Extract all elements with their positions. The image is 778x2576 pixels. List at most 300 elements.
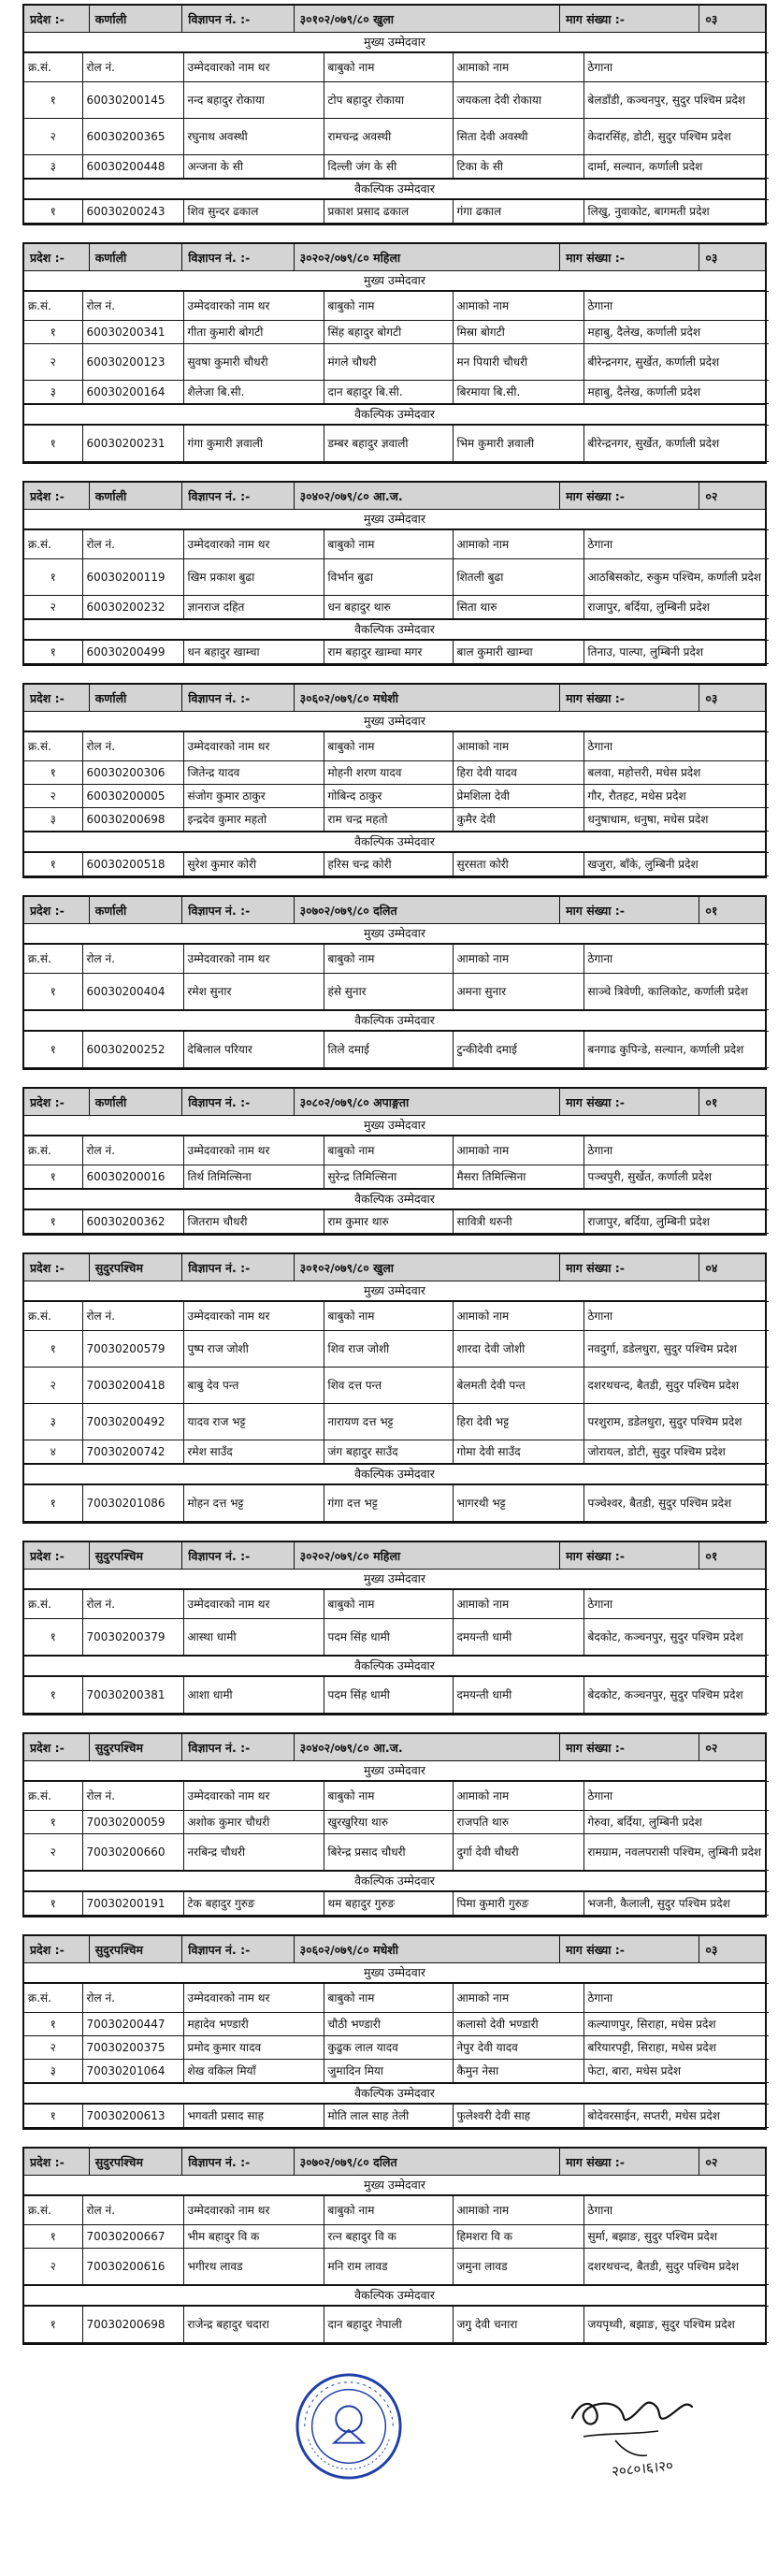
province-label: प्रदेश :- (24, 1542, 90, 1569)
table-row (24, 1619, 769, 1656)
cell-sn: १ (24, 761, 82, 785)
demand-label: माग संख्या :- (560, 1734, 699, 1760)
cell-father: विर्भान बुढा (324, 559, 453, 596)
cell-mother: बाल कुमारी खाम्चा (453, 641, 584, 664)
alternate-candidates-table (24, 1209, 769, 1234)
table-row (24, 1032, 769, 1068)
province-label: प्रदेश :- (24, 244, 90, 270)
cell-mother: टिका के सी (453, 155, 584, 179)
cell-mother: मन पियारी चौधरी (453, 344, 584, 381)
demand-label: माग संख्या :- (560, 2149, 699, 2175)
column-header: आमाको नाम (453, 1136, 584, 1165)
alternate-candidates-table (24, 1891, 769, 1916)
merit-block (22, 242, 767, 464)
column-header: बाबुको नाम (324, 530, 453, 559)
cell-father: प्रकाश प्रसाद ढकाल (324, 200, 453, 224)
footer (22, 2362, 767, 2521)
block-header (24, 244, 765, 271)
table-row (24, 1834, 769, 1871)
cell-address: जयपृथ्वी, बझाङ, सुदुर पश्चिम प्रदेश (584, 2307, 769, 2343)
cell-name: अन्जना के सी (183, 155, 324, 179)
cell-roll: 70030200418 (82, 1368, 183, 1404)
cell-father: मोति लाल साह तेली (324, 2105, 453, 2128)
demand-count: ०३ (705, 690, 718, 705)
cell-mother: दमयन्ती धामी (453, 1677, 584, 1714)
column-header: ठेगाना (584, 2196, 769, 2225)
column-header: रोल नं. (82, 1590, 183, 1619)
advert-label: विज्ञापन नं. :- (182, 1936, 294, 1962)
main-candidates-title: मुख्य उम्मेदवार (24, 2176, 765, 2195)
cell-father: बिरेन्द्र प्रसाद चौधरी (324, 1834, 453, 1871)
column-header: रोल नं. (82, 1302, 183, 1331)
table-row (24, 82, 769, 119)
table-row (24, 2249, 769, 2285)
column-header: बाबुको नाम (324, 1590, 453, 1619)
cell-roll: 70030201064 (82, 2060, 183, 2083)
block-header (24, 1936, 765, 1963)
cell-name: भगीरथ लावड (183, 2249, 324, 2285)
alternate-candidates-table (24, 199, 769, 224)
cell-name: महादेव भण्डारी (183, 2013, 324, 2036)
office-seal (294, 2371, 404, 2482)
column-header: बाबुको नाम (324, 945, 453, 974)
column-header: बाबुको नाम (324, 53, 453, 82)
cell-father: मंगले चौधरी (324, 344, 453, 381)
table-row (24, 155, 769, 179)
alternate-candidates-table (24, 2306, 769, 2343)
column-header: उम्मेदवारको नाम थर (183, 1782, 324, 1811)
cell-name: अशोक कुमार चौधरी (183, 1811, 324, 1834)
cell-roll: 60030200231 (82, 426, 183, 462)
block-header (24, 6, 765, 33)
cell-father: शिव दत्त पन्त (324, 1368, 453, 1404)
table-header-row (24, 530, 769, 559)
alternate-candidates-title: वैकल्पिक उम्मेदवार (24, 1010, 765, 1031)
block-header (24, 1089, 765, 1116)
cell-roll: 70030200616 (82, 2249, 183, 2285)
block-header (24, 897, 765, 924)
cell-name: जितेन्द्र यादव (183, 761, 324, 785)
column-header: उम्मेदवारको नाम थर (183, 53, 324, 82)
province-name: कर्णाली (90, 1089, 183, 1115)
cell-roll: 60030200518 (82, 853, 183, 876)
column-header: रोल नं. (82, 1782, 183, 1811)
cell-address: परशुराम, डडेलधुरा, सुदुर पश्चिम प्रदेश (584, 1404, 769, 1440)
cell-address: पञ्चेश्वर, बैतडी, सुदुर पश्चिम प्रदेश (584, 1485, 769, 1522)
cell-sn: २ (24, 344, 82, 381)
cell-roll: 60030200499 (82, 641, 183, 664)
cell-father: राम बहादुर खाम्चा मगर (324, 641, 453, 664)
cell-father: दिल्ली जंग के सी (324, 155, 453, 179)
advert-label: विज्ञापन नं. :- (182, 1734, 294, 1760)
cell-address: पञ्चपुरी, सुर्खेत, कर्णाली प्रदेश (584, 1165, 769, 1189)
column-header: उम्मेदवारको नाम थर (183, 2196, 324, 2225)
alternate-candidates-table (24, 1484, 769, 1522)
column-header: बाबुको नाम (324, 292, 453, 321)
cell-name: धन बहादुर खाम्चा (183, 641, 324, 664)
cell-address: दार्मा, सल्यान, कर्णाली प्रदेश (584, 155, 769, 179)
cell-name: गीता कुमारी बोगटी (183, 321, 324, 344)
cell-address: नवदुर्गा, डडेलधुरा, सुदुर पश्चिम प्रदेश (584, 1331, 769, 1368)
cell-father: शिव राज जोशी (324, 1331, 453, 1368)
cell-mother: प्रेमशिला देवी (453, 785, 584, 808)
merit-block (22, 1252, 767, 1524)
cell-father: सिंह बहादुर बोगटी (324, 321, 453, 344)
cell-address: राजापुर, बर्दिया, लुम्बिनी प्रदेश (584, 596, 769, 619)
cell-roll: 70030200059 (82, 1811, 183, 1834)
demand-count: ०३ (705, 1942, 718, 1957)
cell-name: शेख वकिल मियाँ (183, 2060, 324, 2083)
cell-roll: 60030200164 (82, 381, 183, 404)
province-label: प्रदेश :- (24, 897, 90, 923)
advert-number: ३०६०२/०७९/८० मधेशी (295, 1936, 560, 1962)
advert-number: ३०६०२/०७९/८० मधेशी (295, 685, 560, 711)
table-row (24, 1331, 769, 1368)
table-row (24, 1404, 769, 1440)
table-row (24, 808, 769, 832)
cell-name: सुरेश कुमार कोरी (183, 853, 324, 876)
column-header: रोल नं. (82, 1136, 183, 1165)
cell-father: गंगा दत्त भट्ट (324, 1485, 453, 1522)
column-header: ठेगाना (584, 1302, 769, 1331)
column-header: आमाको नाम (453, 53, 584, 82)
cell-father: जुमादिन मिया (324, 2060, 453, 2083)
alternate-candidates-title: वैकल्पिक उम्मेदवार (24, 832, 765, 852)
demand-label: माग संख्या :- (560, 6, 699, 32)
cell-name: नरबिन्द्र चौधरी (183, 1834, 324, 1871)
main-candidates-table (24, 1983, 769, 2083)
cell-sn: २ (24, 596, 82, 619)
cell-mother: बिरमाया बि.सी. (453, 381, 584, 404)
cell-sn: १ (24, 559, 82, 596)
advert-number: ३०७०२/०७९/८० दलित (295, 897, 560, 923)
column-header: रोल नं. (82, 732, 183, 761)
cell-address: आठबिसकोट, रुकुम पश्चिम, कर्णाली प्रदेश (584, 559, 769, 596)
province-name: कर्णाली (90, 483, 183, 509)
cell-sn: १ (24, 2013, 82, 2036)
cell-father: रामचन्द्र अवस्थी (324, 119, 453, 155)
column-header: क्र.सं. (24, 945, 82, 974)
cell-name: भगवती प्रसाद साह (183, 2105, 324, 2128)
advert-number: ३०७०२/०७९/८० दलित (295, 2149, 560, 2175)
main-candidates-title: मुख्य उम्मेदवार (24, 1281, 765, 1301)
cell-mother: जयकला देवी रोकाया (453, 82, 584, 119)
merit-block (22, 2147, 767, 2345)
advert-number: ३०८०२/०७९/८० अपाङ्गता (295, 1089, 560, 1115)
table-header-row (24, 53, 769, 82)
column-header: क्र.सं. (24, 530, 82, 559)
cell-roll: 60030200243 (82, 200, 183, 224)
cell-mother: टुन्कीदेवी दमाई (453, 1032, 584, 1068)
province-label: प्रदेश :- (24, 483, 90, 509)
cell-address: सुर्मा, बझाङ, सुदुर पश्चिम प्रदेश (584, 2225, 769, 2249)
province-label: प्रदेश :- (24, 6, 90, 32)
cell-roll: 70030200742 (82, 1440, 183, 1464)
cell-address: लिखु, नुवाकोट, बागमती प्रदेश (584, 200, 769, 224)
cell-address: कल्याणपुर, सिराहा, मधेस प्रदेश (584, 2013, 769, 2036)
column-header: ठेगाना (584, 53, 769, 82)
cell-mother: भागरथी भट्ट (453, 1485, 584, 1522)
cell-sn: १ (24, 2307, 82, 2343)
column-header: आमाको नाम (453, 1984, 584, 2013)
demand-count: ०३ (705, 11, 718, 26)
cell-sn: २ (24, 2036, 82, 2060)
cell-father: जंग बहादुर साउँद (324, 1440, 453, 1464)
cell-sn: २ (24, 2249, 82, 2285)
cell-sn: १ (24, 321, 82, 344)
cell-address: जोरायल, डोटी, सुदुर पश्चिम प्रदेश (584, 1440, 769, 1464)
table-header-row (24, 1782, 769, 1811)
cell-address: राजापुर, बर्दिया, लुम्बिनी प्रदेश (584, 1210, 769, 1234)
table-row (24, 344, 769, 381)
main-candidates-table (24, 1301, 769, 1464)
cell-father: राम चन्द्र महतो (324, 808, 453, 832)
cell-father: हंसे सुनार (324, 974, 453, 1010)
main-candidates-title: मुख्य उम्मेदवार (24, 1761, 765, 1781)
cell-address: दशरथचन्द, बैतडी, सुदुर पश्चिम प्रदेश (584, 1368, 769, 1404)
cell-sn: ३ (24, 808, 82, 832)
column-header: बाबुको नाम (324, 1136, 453, 1165)
table-header-row (24, 1590, 769, 1619)
demand-count: ०२ (705, 488, 718, 503)
cell-roll: 60030200306 (82, 761, 183, 785)
cell-mother: कैमुन नेसा (453, 2060, 584, 2083)
demand-count: ०२ (705, 2154, 718, 2169)
cell-address: बलवा, महोत्तरी, मधेस प्रदेश (584, 761, 769, 785)
cell-roll: 60030200232 (82, 596, 183, 619)
main-candidates-title: मुख्य उम्मेदवार (24, 924, 765, 944)
province-label: प्रदेश :- (24, 1936, 90, 1962)
main-candidates-table (24, 1781, 769, 1871)
column-header: रोल नं. (82, 945, 183, 974)
alternate-candidates-title: वैकल्पिक उम्मेदवार (24, 2083, 765, 2104)
column-header: क्र.सं. (24, 1136, 82, 1165)
cell-name: भीम बहादुर वि क (183, 2225, 324, 2249)
cell-name: सुवषा कुमारी चौधरी (183, 344, 324, 381)
column-header: उम्मेदवारको नाम थर (183, 1136, 324, 1165)
cell-mother: बेलमती देवी पन्त (453, 1368, 584, 1404)
alternate-candidates-title: वैकल्पिक उम्मेदवार (24, 1871, 765, 1891)
cell-mother: सुरसता कोरी (453, 853, 584, 876)
cell-mother: राजपति थारु (453, 1811, 584, 1834)
demand-count: ०४ (705, 1260, 718, 1275)
demand-count: ०३ (705, 250, 718, 265)
cell-roll: 70030200492 (82, 1404, 183, 1440)
column-header: उम्मेदवारको नाम थर (183, 1984, 324, 2013)
cell-father: थम बहादुर गुरुङ (324, 1892, 453, 1916)
demand-label: माग संख्या :- (560, 685, 699, 711)
table-row (24, 641, 769, 664)
column-header: आमाको नाम (453, 292, 584, 321)
cell-address: बेदकोट, कञ्चनपुर, सुदुर पश्चिम प्रदेश (584, 1619, 769, 1656)
cell-mother: सावित्री थरुनी (453, 1210, 584, 1234)
cell-father: धन बहादुर थारु (324, 596, 453, 619)
cell-name: राजेन्द्र बहादुर चदारा (183, 2307, 324, 2343)
cell-father: खुरखुरिया थारु (324, 1811, 453, 1834)
cell-name: ज्ञानराज दहित (183, 596, 324, 619)
cell-roll: 70030200379 (82, 1619, 183, 1656)
column-header: ठेगाना (584, 1136, 769, 1165)
cell-roll: 60030200341 (82, 321, 183, 344)
alternate-candidates-title: वैकल्पिक उम्मेदवार (24, 179, 765, 199)
cell-sn: १ (24, 1331, 82, 1368)
cell-address: रामग्राम, नवलपरासी पश्चिम, लुम्बिनी प्रदेश (584, 1834, 769, 1871)
cell-father: पदम सिंह धामी (324, 1619, 453, 1656)
cell-roll: 60030200404 (82, 974, 183, 1010)
advert-label: विज्ञापन नं. :- (182, 1254, 294, 1281)
main-candidates-table (24, 1589, 769, 1656)
cell-address: खजुरा, बाँके, लुम्बिनी प्रदेश (584, 853, 769, 876)
demand-label: माग संख्या :- (560, 1936, 699, 1962)
signature (565, 2381, 733, 2465)
table-row (24, 1165, 769, 1189)
cell-name: तिर्थ तिमिल्सिना (183, 1165, 324, 1189)
main-candidates-title: मुख्य उम्मेदवार (24, 1570, 765, 1589)
cell-name: नन्द बहादुर रोकाया (183, 82, 324, 119)
table-header-row (24, 732, 769, 761)
column-header: बाबुको नाम (324, 732, 453, 761)
cell-address: दशरथचन्द, बैतडी, सुदुर पश्चिम प्रदेश (584, 2249, 769, 2285)
advert-label: विज्ञापन नं. :- (182, 483, 294, 509)
cell-address: भजनी, कैलाली, सुदुर पश्चिम प्रदेश (584, 1892, 769, 1916)
demand-count: ०१ (705, 903, 718, 918)
column-header: उम्मेदवारको नाम थर (183, 945, 324, 974)
province-name: सुदुरपश्चिम (90, 1542, 183, 1569)
cell-mother: गोमा देवी साउँद (453, 1440, 584, 1464)
main-candidates-table (24, 731, 769, 832)
alternate-candidates-table (24, 852, 769, 876)
table-header-row (24, 945, 769, 974)
block-header (24, 483, 765, 510)
column-header: रोल नं. (82, 1984, 183, 2013)
cell-roll: 70030200191 (82, 1892, 183, 1916)
main-candidates-title: मुख्य उम्मेदवार (24, 33, 765, 52)
cell-mother: सिता देवी अवस्थी (453, 119, 584, 155)
main-candidates-table (24, 944, 769, 1010)
cell-roll: 70030200381 (82, 1677, 183, 1714)
main-candidates-table (24, 2195, 769, 2285)
cell-mother: पिमा कुमारी गुरुङ (453, 1892, 584, 1916)
province-name: सुदुरपश्चिम (90, 1936, 183, 1962)
cell-roll: 70030200660 (82, 1834, 183, 1871)
column-header: उम्मेदवारको नाम थर (183, 530, 324, 559)
cell-address: फेटा, बारा, मधेस प्रदेश (584, 2060, 769, 2083)
cell-mother: मैसरा तिमिल्सिना (453, 1165, 584, 1189)
cell-father: दान बहादुर नेपाली (324, 2307, 453, 2343)
table-row (24, 559, 769, 596)
province-label: प्रदेश :- (24, 2149, 90, 2175)
cell-name: यादव राज भट्ट (183, 1404, 324, 1440)
column-header: आमाको नाम (453, 1302, 584, 1331)
signature-date: २०८०।६।२० (611, 2456, 674, 2481)
column-header: रोल नं. (82, 292, 183, 321)
cell-address: महाबु, दैलेख, कर्णाली प्रदेश (584, 381, 769, 404)
cell-mother: हिमशरा वि क (453, 2225, 584, 2249)
cell-roll: 60030200123 (82, 344, 183, 381)
column-header: उम्मेदवारको नाम थर (183, 292, 324, 321)
cell-roll: 60030200698 (82, 808, 183, 832)
demand-count: ०१ (705, 1094, 718, 1109)
cell-mother: कलासो देवी भण्डारी (453, 2013, 584, 2036)
cell-sn: २ (24, 1368, 82, 1404)
cell-father: चौठी भण्डारी (324, 2013, 453, 2036)
cell-sn: ३ (24, 1404, 82, 1440)
cell-father: कुढुक लाल यादव (324, 2036, 453, 2060)
main-candidates-title: मुख्य उम्मेदवार (24, 510, 765, 529)
cell-address: साञ्चे त्रिवेणी, कालिकोट, कर्णाली प्रदेश (584, 974, 769, 1010)
column-header: बाबुको नाम (324, 1302, 453, 1331)
advert-label: विज्ञापन नं. :- (182, 897, 294, 923)
column-header: उम्मेदवारको नाम थर (183, 732, 324, 761)
table-row (24, 2225, 769, 2249)
cell-sn: २ (24, 1834, 82, 1871)
table-header-row (24, 1984, 769, 2013)
main-candidates-title: मुख्य उम्मेदवार (24, 271, 765, 291)
demand-label: माग संख्या :- (560, 244, 699, 270)
cell-sn: १ (24, 974, 82, 1010)
main-candidates-title: मुख्य उम्मेदवार (24, 712, 765, 731)
cell-sn: १ (24, 1210, 82, 1234)
column-header: क्र.सं. (24, 2196, 82, 2225)
main-candidates-title: मुख्य उम्मेदवार (24, 1963, 765, 1983)
cell-name: प्रमोद कुमार यादव (183, 2036, 324, 2060)
cell-name: खिम प्रकाश बुढा (183, 559, 324, 596)
table-row (24, 200, 769, 224)
advert-label: विज्ञापन नं. :- (182, 1542, 294, 1569)
table-header-row (24, 1302, 769, 1331)
column-header: आमाको नाम (453, 530, 584, 559)
cell-name: गंगा कुमारी ज्ञवाली (183, 426, 324, 462)
column-header: रोल नं. (82, 2196, 183, 2225)
cell-sn: १ (24, 853, 82, 876)
cell-mother: दुर्गा देवी चौधरी (453, 1834, 584, 1871)
cell-address: गौर, रौतहट, मधेस प्रदेश (584, 785, 769, 808)
alternate-candidates-table (24, 2104, 769, 2128)
province-name: सुदुरपश्चिम (90, 1734, 183, 1760)
advert-label: विज्ञापन नं. :- (182, 2149, 294, 2175)
cell-father: सुरेन्द्र तिमिल्सिना (324, 1165, 453, 1189)
alternate-candidates-title: वैकल्पिक उम्मेदवार (24, 1656, 765, 1676)
cell-sn: १ (24, 1811, 82, 1834)
cell-mother: हिरा देवी भट्ट (453, 1404, 584, 1440)
column-header: ठेगाना (584, 292, 769, 321)
table-row (24, 596, 769, 619)
cell-address: केदारसिंह, डोटी, सुदुर पश्चिम प्रदेश (584, 119, 769, 155)
alternate-candidates-table (24, 425, 769, 462)
alternate-candidates-table (24, 640, 769, 664)
column-header: बाबुको नाम (324, 1782, 453, 1811)
block-header (24, 2149, 765, 2176)
alternate-candidates-table (24, 1031, 769, 1068)
block-header (24, 685, 765, 712)
province-label: प्रदेश :- (24, 1254, 90, 1281)
alternate-candidates-title: वैकल्पिक उम्मेदवार (24, 2285, 765, 2306)
table-row (24, 761, 769, 785)
merit-block (22, 481, 767, 666)
table-row (24, 119, 769, 155)
province-name: सुदुरपश्चिम (90, 1254, 183, 1281)
cell-mother: हिरा देवी यादव (453, 761, 584, 785)
cell-sn: ४ (24, 1440, 82, 1464)
cell-roll: 70030200667 (82, 2225, 183, 2249)
cell-name: पुष्प राज जोशी (183, 1331, 324, 1368)
cell-sn: २ (24, 119, 82, 155)
main-candidates-title: मुख्य उम्मेदवार (24, 1116, 765, 1136)
cell-mother: सिता थारु (453, 596, 584, 619)
demand-count: ०१ (705, 1548, 718, 1563)
advert-label: विज्ञापन नं. :- (182, 6, 294, 32)
province-label: प्रदेश :- (24, 1089, 90, 1115)
